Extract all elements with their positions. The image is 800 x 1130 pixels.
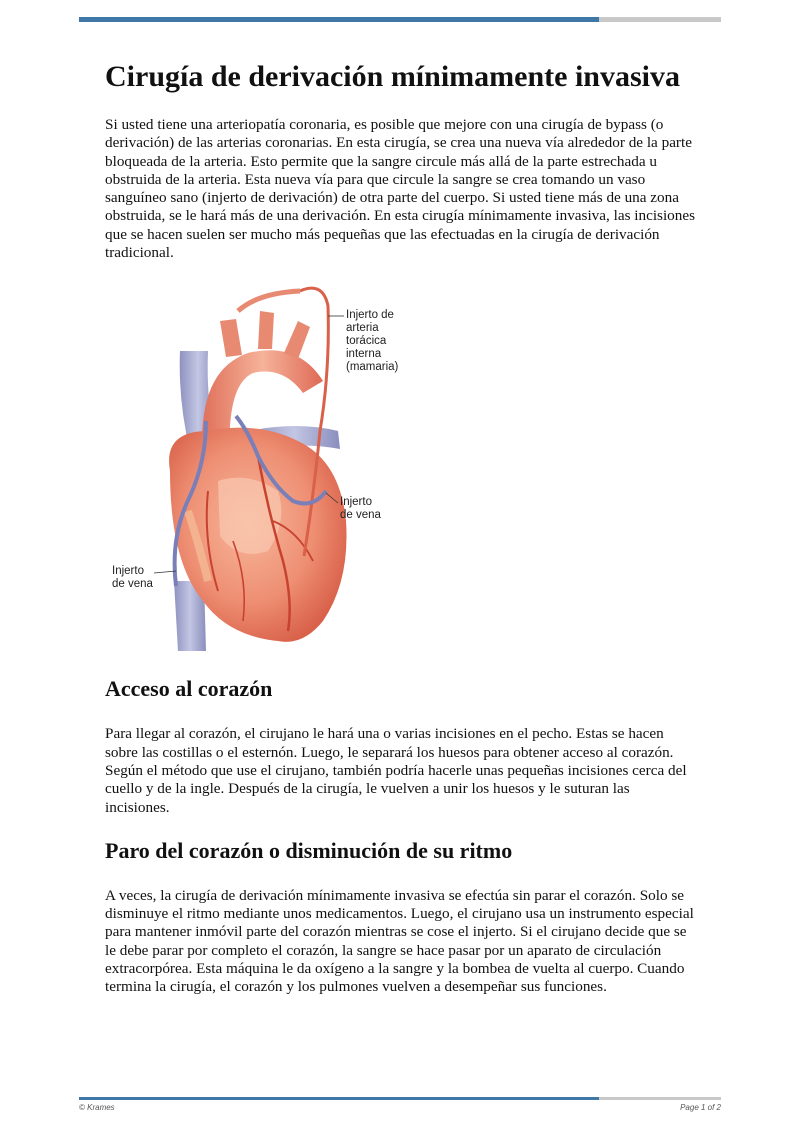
section-heading-acceso: Acceso al corazón	[105, 676, 273, 702]
section-paragraph-paro: A veces, la cirugía de derivación mínimamente invasiva se efectúa sin parar el corazón. Solo se disminuye el ritmo mediante unos medicamentos. Luego, el cirujano usa un instrumento especial para mantener inmóvil parte del corazón mientras se cose el injerto. Si el cirujano decide que se le debe parar por completo el corazón, la sangre se hace pasar por un aparato de circulación extracorpórea. Esta máquina le da oxígeno a la sangre y la bombea de vuelta al cuerpo. Cuando termina la cirugía, el corazón y los pulmones vuelven a desempeñar sus funciones.	[105, 886, 694, 996]
label-line: de vena	[340, 509, 381, 522]
label-vein-graft-right	[340, 496, 381, 522]
label-line: de vena	[112, 578, 153, 591]
label-vein-graft-left	[112, 565, 153, 591]
footer-copyright: © Krames	[79, 1103, 115, 1112]
footer-page-number: Page 1 of 2	[680, 1103, 721, 1112]
document-body	[105, 58, 697, 997]
page-title: Cirugía de derivación mínimamente invasiva	[105, 60, 680, 93]
label-line: Injerto	[112, 565, 144, 578]
label-line: Injerto de	[346, 309, 394, 322]
heart-bypass-illustration	[108, 281, 418, 651]
footer-progress-fill	[79, 1097, 599, 1100]
label-line: (mamaria)	[346, 361, 399, 374]
header-progress-fill	[79, 17, 599, 22]
header-progress-bar	[79, 17, 721, 22]
label-line: torácica	[346, 335, 387, 348]
section-paragraph-acceso: Para llegar al corazón, el cirujano le hará una o varias incisiones en el pecho. Estas se hacen sobre las costillas o el esternón. Luego, le separará los huesos para obtener acceso al corazón. Según el método que use el cirujano, también podría hacerle unas pequeñas incisiones cerca del cuello y de la ingle. Después de la cirugía, le vuelven a unir los huesos y le suturan las incisiones.	[105, 725, 687, 816]
label-line: arteria	[346, 322, 379, 335]
label-line: Injerto	[340, 496, 372, 509]
footer-progress-bar	[79, 1097, 721, 1100]
intro-paragraph: Si usted tiene una arteriopatía coronaria, es posible que mejore con una cirugía de bypass (o derivación) de las arterias coronarias. En esta cirugía, se crea una nueva vía alrededor de la parte bloqueada de la arteria. Esto permite que la sangre circule más allá de la parte estrechada u obstruida de la arteria. Esta nueva vía para que circule la sangre se crea tomando un vaso sanguíneo sano (injerto de derivación) de otra parte del cuerpo. Si usted tiene más de una zona obstruida, se le hará más de una derivación. En esta cirugía mínimamente invasiva, las incisiones que se hacen suelen ser mucho más pequeñas que las efectuadas en la cirugía de derivación tradicional.	[105, 116, 696, 262]
section-heading-paro: Paro del corazón o disminución de su ritmo	[105, 837, 513, 863]
label-mammary-graft	[346, 309, 398, 374]
label-line: interna	[346, 348, 382, 361]
